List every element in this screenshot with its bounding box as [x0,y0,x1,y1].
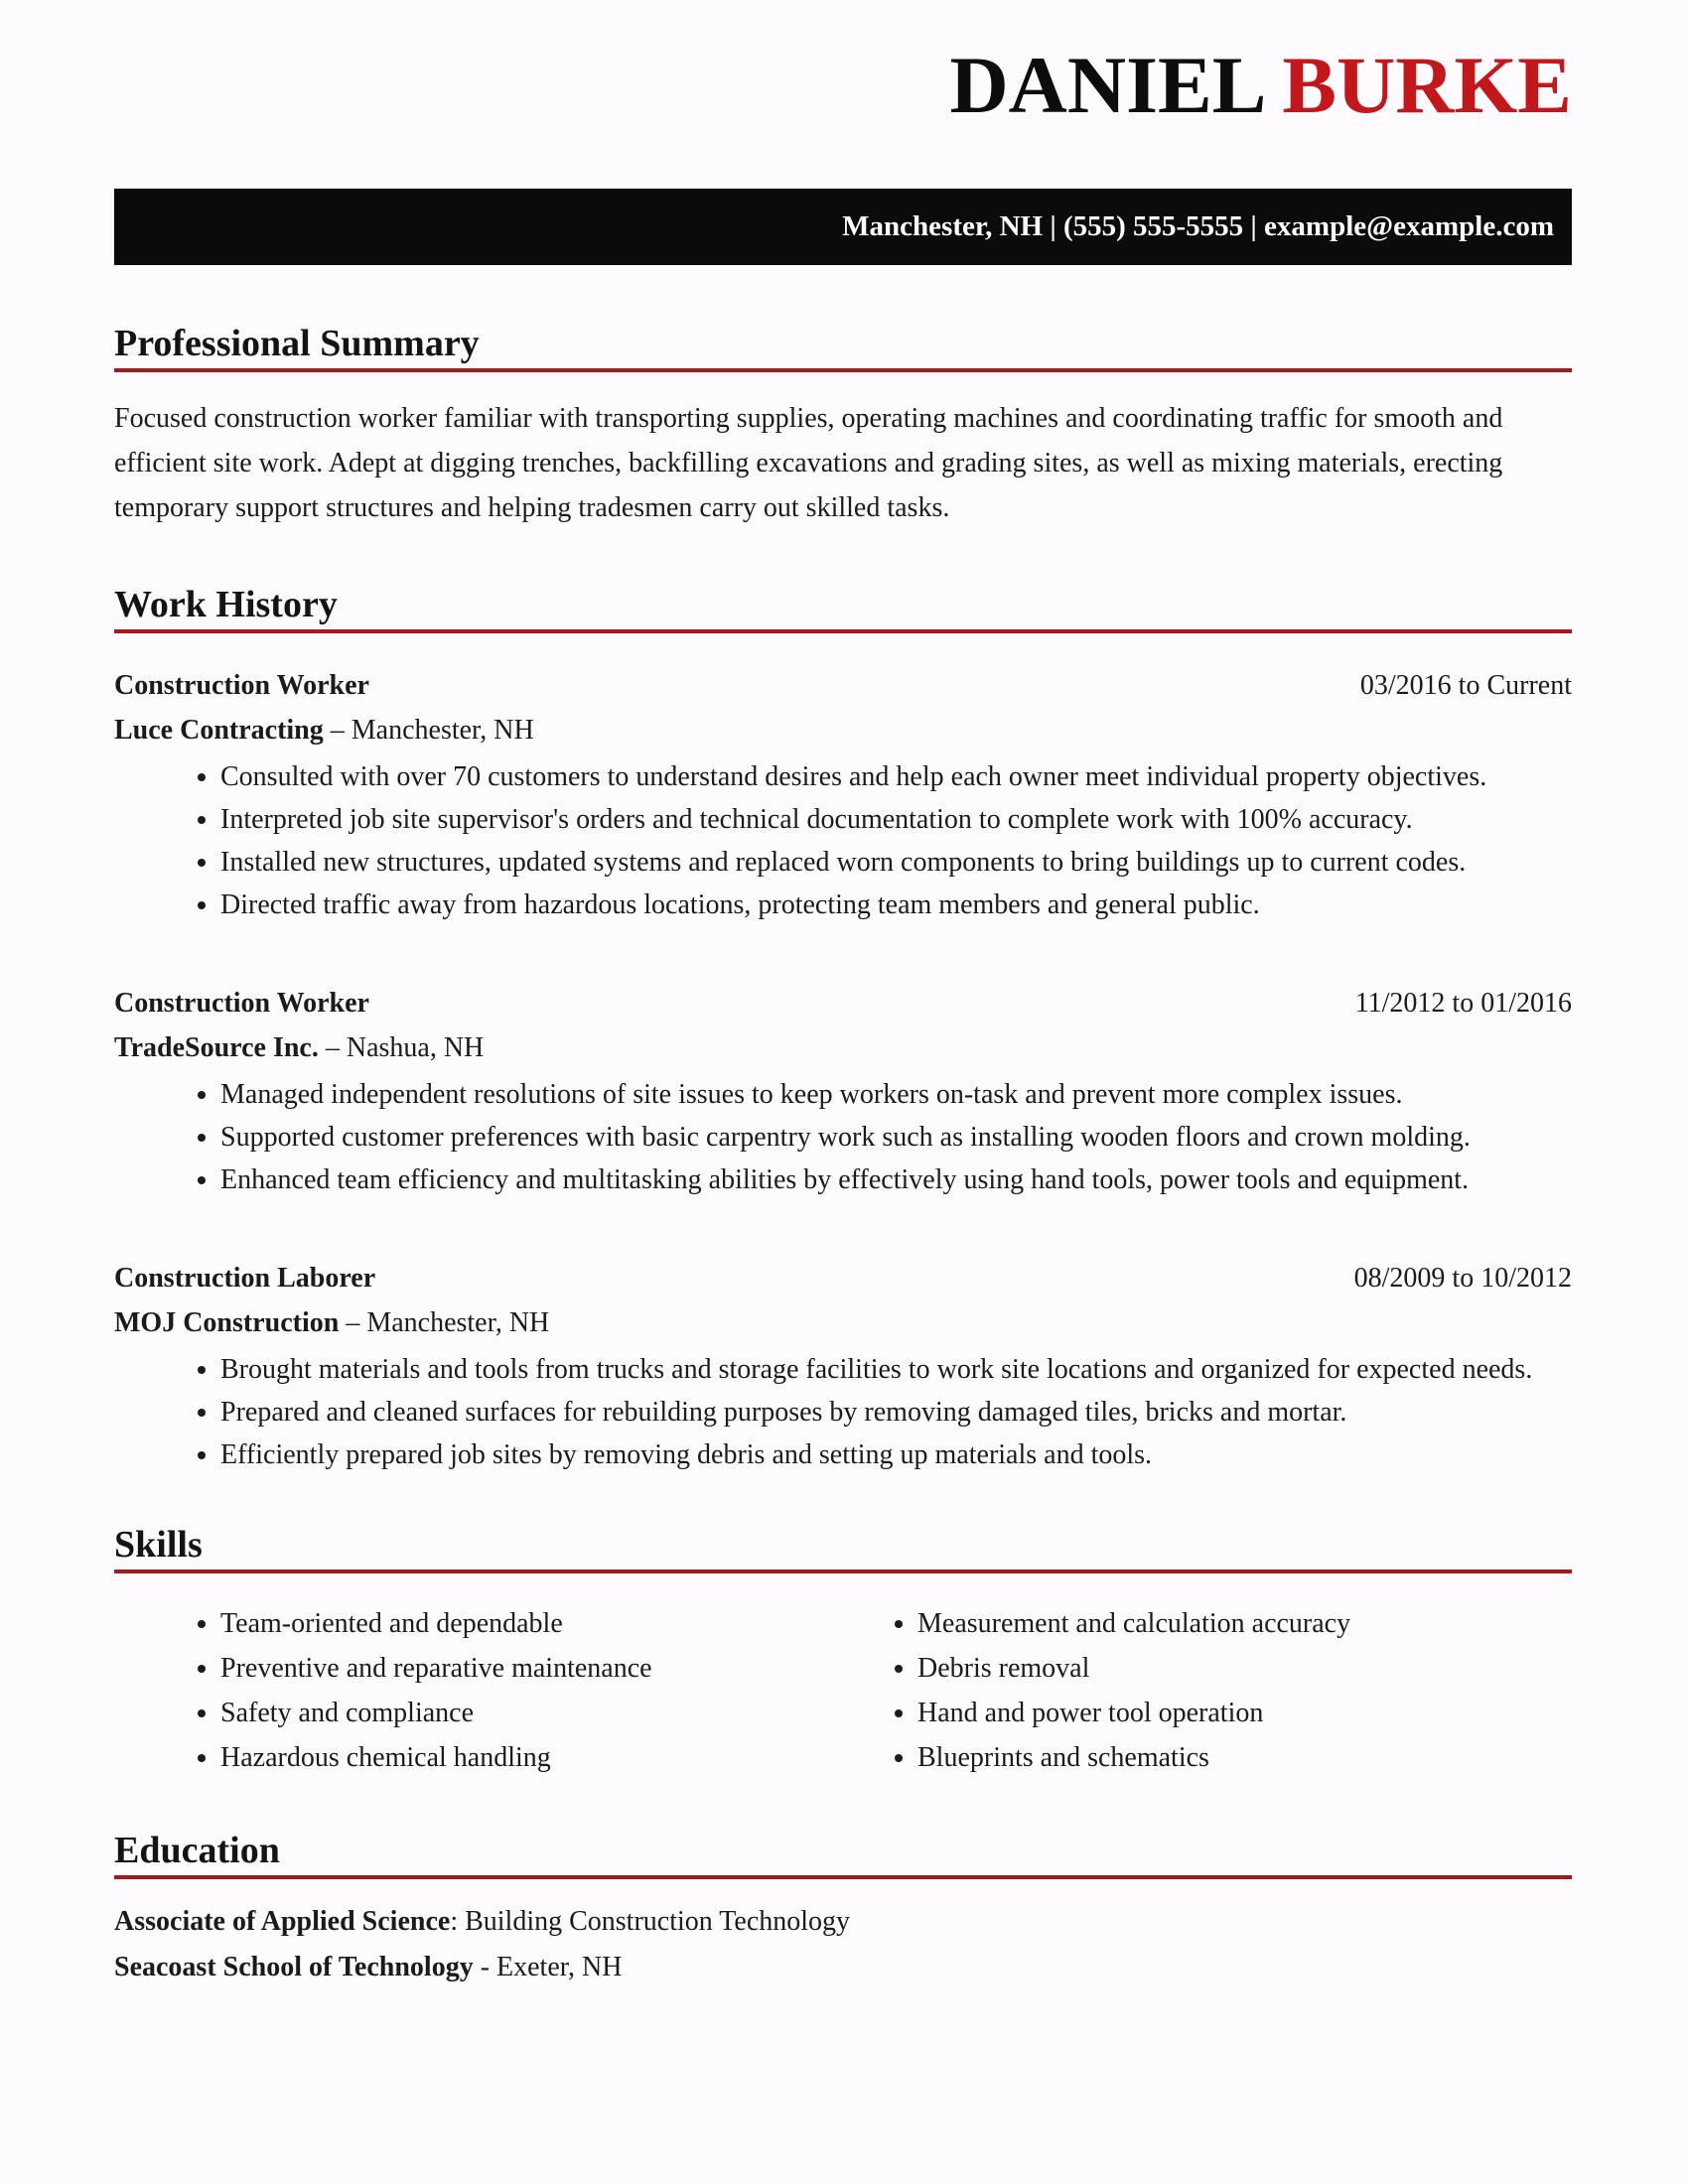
education-school-line [114,1945,1572,1990]
job-bullet: • Enhanced team efficiency and multitasking abilities by effectively using hand tools, power tools and equipment. [220,1159,1572,1201]
skill-item: • Measurement and calculation accuracy [917,1601,1572,1646]
contact-info: Manchester, NH | (555) 555-5555 | example@example.com [842,210,1554,242]
skills-column-left [114,1601,843,1780]
job-company: TradeSource Inc. [114,1032,319,1063]
job-dates: 11/2012 to 01/2016 [1354,988,1572,1019]
job-location: – Nashua, NH [318,1032,485,1063]
skill-item: • Hand and power tool operation [917,1691,1572,1735]
job-dates: 03/2016 to Current [1359,670,1572,701]
skills-column-right [843,1601,1572,1780]
job-company-line [114,708,1572,752]
education-degree-line [114,1899,1572,1945]
job-bullet: • Managed independent resolutions of site issues to keep workers on-task and prevent more complex issues. [220,1073,1572,1116]
skill-item: • Blueprints and schematics [917,1735,1572,1780]
job-bullet-list [114,755,1572,926]
education-school: Seacoast School of Technology [114,1952,474,1982]
candidate-name [114,0,1572,130]
section-professional-summary [114,325,1572,530]
job-title: Construction Worker [114,670,369,701]
education-school-detail: - Exeter, NH [473,1952,623,1982]
job-bullet: • Installed new structures, updated systems and replaced worn components to bring buildings up to current codes. [220,841,1572,884]
job-bullet: • Supported customer preferences with basic carpentry work such as installing wooden floors and crown molding. [220,1116,1572,1159]
job-entry [114,1256,1572,1476]
job-company-line [114,1025,1572,1070]
job-bullet: • Directed traffic away from hazardous locations, protecting team members and general public. [220,884,1572,926]
skills-grid [114,1601,1572,1780]
job-bullet-list [114,1348,1572,1476]
job-title: Construction Worker [114,988,369,1019]
job-title-row [114,1256,1572,1300]
skill-item: • Hazardous chemical handling [220,1735,843,1780]
job-title-row [114,981,1572,1025]
skill-item: • Preventive and reparative maintenance [220,1646,843,1691]
job-bullet: • Consulted with over 70 customers to understand desires and help each owner meet individual property objectives. [220,755,1572,798]
skills-rule [114,1570,1572,1573]
section-work-history [114,586,1572,1476]
job-location: – Manchester, NH [339,1307,550,1338]
skills-heading: Skills [114,1524,203,1566]
education-block [114,1899,1572,1990]
job-company: Luce Contracting [114,715,324,746]
section-education [114,1832,1572,1990]
job-title-row [114,663,1572,708]
education-heading: Education [114,1830,280,1871]
contact-bar [114,189,1572,265]
education-rule [114,1875,1572,1879]
job-dates: 08/2009 to 10/2012 [1353,1263,1572,1294]
skill-item: • Debris removal [917,1646,1572,1691]
candidate-first-name: DANIEL [949,40,1283,130]
education-degree: Associate of Applied Science [114,1906,451,1937]
job-bullet: • Brought materials and tools from trucks and storage facilities to work site locations and organized for expected needs. [220,1348,1572,1391]
job-bullet-list [114,1073,1572,1201]
job-entry [114,981,1572,1201]
candidate-last-name: BURKE [1282,40,1572,130]
summary-rule [114,368,1572,372]
skill-item: • Team-oriented and dependable [220,1601,843,1646]
job-company-line [114,1300,1572,1345]
work-history-heading: Work History [114,584,338,625]
job-location: – Manchester, NH [323,715,534,746]
job-bullet: • Interpreted job site supervisor's orders and technical documentation to complete work with 100% accuracy. [220,798,1572,841]
job-title: Construction Laborer [114,1263,376,1294]
summary-paragraph: Focused construction worker familiar with transporting supplies, operating machines and coordinating traffic for smooth and efficient site work. Adept at digging trenches, backfilling excavations and grading sites, as well as mixing materials, erecting temporary support structures and helping tradesmen carry out skilled tasks. [114,403,1503,523]
job-bullet: • Prepared and cleaned surfaces for rebuilding purposes by removing damaged tiles, bricks and mortar. [220,1391,1572,1433]
education-degree-detail: : Building Construction Technology [450,1906,851,1937]
job-bullet: • Efficiently prepared job sites by removing debris and setting up materials and tools. [220,1433,1572,1476]
skill-item: • Safety and compliance [220,1691,843,1735]
job-company: MOJ Construction [114,1307,340,1338]
section-skills [114,1526,1572,1780]
summary-heading: Professional Summary [114,323,480,364]
work-history-rule [114,629,1572,633]
job-entry [114,663,1572,926]
